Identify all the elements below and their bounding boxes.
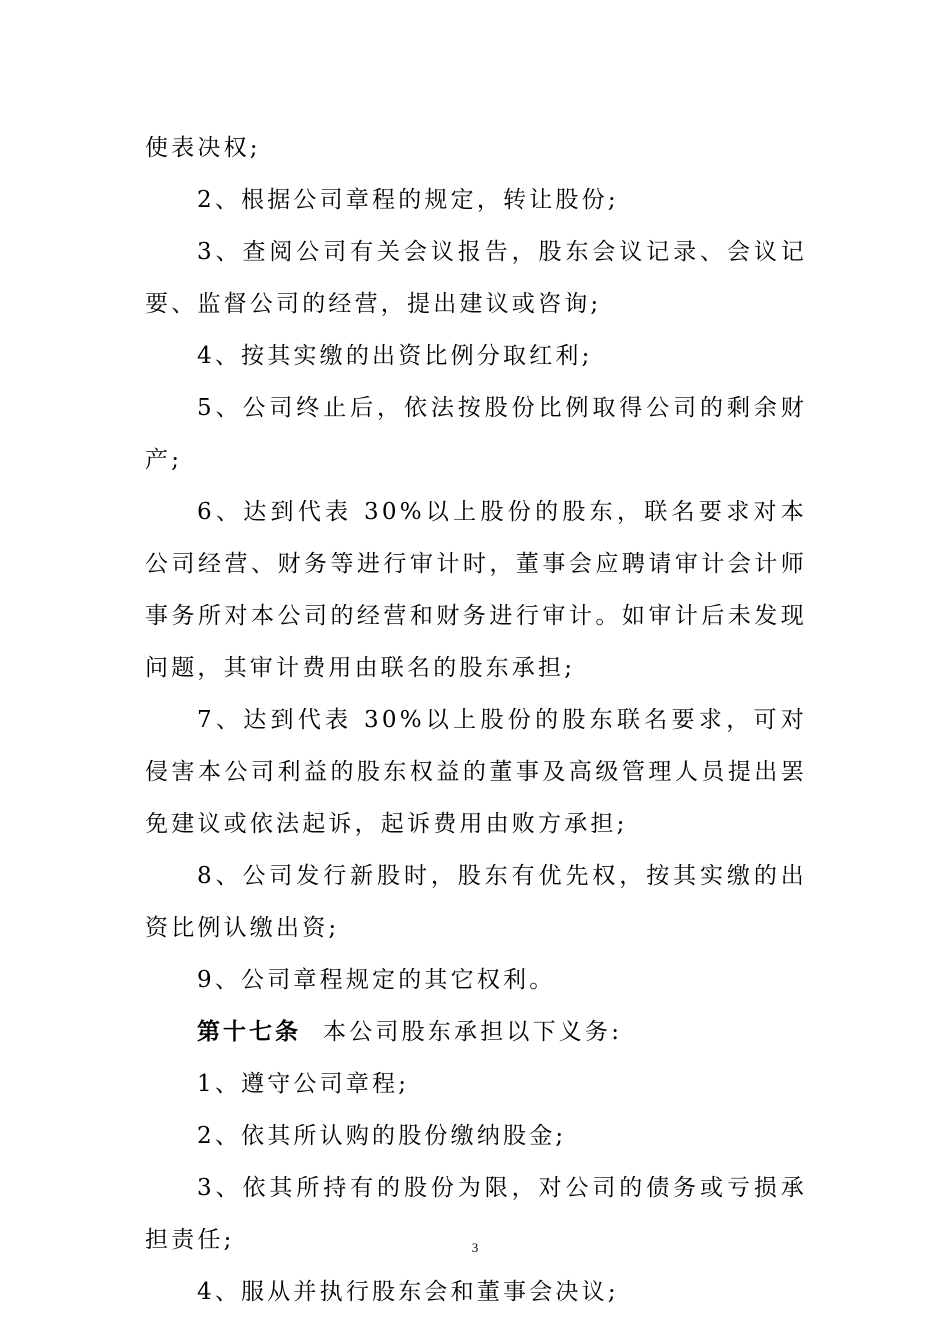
page-number: 3 xyxy=(471,1240,479,1255)
article-label: 第十七条 xyxy=(197,1019,301,1045)
right-item-9: 9、公司章程规定的其它权利。 xyxy=(197,967,556,993)
document-body xyxy=(145,122,807,1318)
article-text: 本公司股东承担以下义务: xyxy=(323,1019,623,1045)
right-item-2: 2、根据公司章程的规定，转让股份; xyxy=(197,187,619,213)
right-item-3: 3、查阅公司有关会议报告，股东会议记录、会议记要、监督公司的经营，提出建议或咨询; xyxy=(145,239,807,317)
obligation-item-1: 1、遵守公司章程; xyxy=(197,1071,410,1097)
obligation-item-4: 4、服从并执行股东会和董事会决议; xyxy=(197,1279,619,1305)
obligation-item-3: 3、依其所持有的股份为限，对公司的债务或亏损承担责任; xyxy=(145,1175,807,1253)
right-item-4: 4、按其实缴的出资比例分取红利; xyxy=(197,343,593,369)
right-item-7: 7、达到代表 30%以上股份的股东联名要求，可对侵害本公司利益的股东权益的董事及高级管理人员提出罢免建议或依法起诉，起诉费用由败方承担; xyxy=(145,707,807,837)
article-17-heading xyxy=(145,1006,807,1058)
obligation-item-2: 2、依其所认购的股份缴纳股金; xyxy=(197,1123,567,1149)
right-item-8: 8、公司发行新股时，股东有优先权，按其实缴的出资比例认缴出资; xyxy=(145,863,807,941)
paragraph-continuation: 使表决权; xyxy=(145,135,261,161)
right-item-5: 5、公司终止后，依法按股份比例取得公司的剩余财产; xyxy=(145,395,807,473)
right-item-6: 6、达到代表 30%以上股份的股东，联名要求对本公司经营、财务等进行审计时，董事会应聘请审计会计师事务所对本公司的经营和财务进行审计。如审计后未发现问题，其审计费用由联名的股东承担; xyxy=(145,499,807,681)
